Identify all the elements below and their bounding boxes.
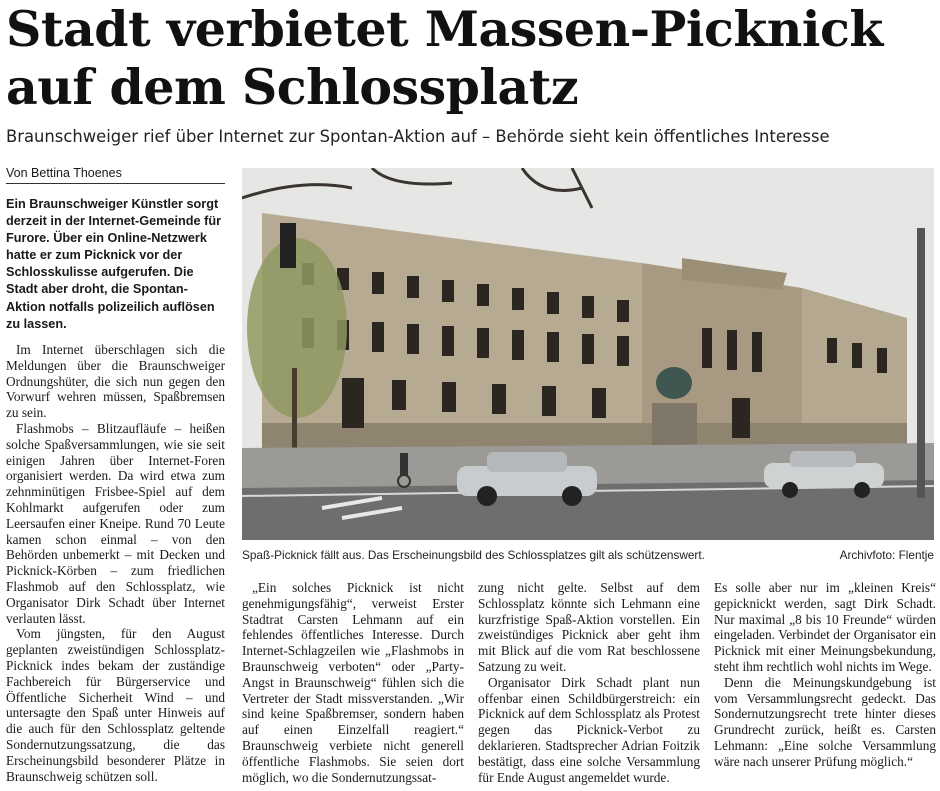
photo-caption: Spaß-Picknick fällt aus. Das Erscheinungsbild des Schlossplatzes gilt als schützenswert. xyxy=(242,548,705,562)
body-paragraph: zung nicht gelte. Selbst auf dem Schlossplatz könnte sich Lehmann eine kurzfristige Spaß-Aktion vorstellen. Ein zweistündiges Picknick aber geht ihm mit Blick auf die vom Rat beschlossene Satzung zu weit. xyxy=(478,580,700,674)
text-column-3 xyxy=(478,580,700,785)
text-column-1 xyxy=(6,342,225,784)
body-paragraph: „Ein solches Picknick ist nicht genehmigungsfähig“, verweist Erster Stadtrat Carsten Lehmann auf ein fehlendes öffentliches Interesse. Durch Internet-Schlagzeilen wie „Flashmobs in Braunschweig verboten“ oder „Party-Angst in Braunschweig“ fühlen sich die Vertreter der Stadt missverstanden. „Wir sind keine Spaßbremser, sondern haben auf einen Einzelfall reagiert.“ Braunschweig verbiete nicht generell öffentliche Flashmobs. Sie seien dort möglich, wo die Sondernutzungssat- xyxy=(242,580,464,785)
body-paragraph: Denn die Meinungskundgebung ist vom Versammlungsrecht gedeckt. Das Sondernutzungsrecht trete hinter dieses Grundrecht zurück, heißt es. Carsten Lehmann: „Eine solche Versammlung wäre nach unserer Prüfung möglich.“ xyxy=(714,674,936,769)
body-paragraph: Flashmobs – Blitzaufläufe – heißen solche Spaßversammlungen, wie sie seit einigen Jahren über Internet-Foren organisiert werden. Da wird etwa zum zehnminütigen Frisbee-Spiel auf dem Kohlmarkt aufgerufen oder zum Leersaufen einer Kneipe. Rund 70 Leute kamen schon einmal – von den Behörden unbemerkt – mit Decken und Picknick-Körben – zum friedlichen Flashmob auf den Schlossplatz, wie Organisator Dirk Schadt über Internet verlauten lässt. xyxy=(6,420,225,626)
text-column-2 xyxy=(242,580,464,785)
subheadline: Braunschweiger rief über Internet zur Spontan-Aktion auf – Behörde sieht kein öffentliches Interesse xyxy=(6,127,830,146)
body-paragraph: Im Internet überschlagen sich die Meldungen über die Braunschweiger Ordnungshüter, die sich nun gegen den Vorwurf wehren müssen, Spaßbremsen zu sein. xyxy=(6,342,225,421)
body-paragraph: Es solle aber nur im „kleinen Kreis“ gepicknickt werden, sagt Dirk Schadt. Nur maximal „8 bis 10 Freunde“ würden eingeladen. Verbindet der Organisator ein Picknick mit einer Meinungsbekundung, steht ihm rechtlich wohl nichts im Wege. xyxy=(714,580,936,674)
schloss-photo xyxy=(242,168,934,540)
text-column-4 xyxy=(714,580,936,770)
byline: Von Bettina Thoenes xyxy=(6,165,225,184)
body-paragraph: Vom jüngsten, für den August geplanten zweistündigen Schlossplatz-Picknick indes bekam der zuständige Fachbereich für Bürgerservice und Öffentliche Sicherheit Wind – und untersagte den Spaß unter Hinweis auf die auch für den Schlossplatz geltende Sondernutzungssatzung, die das Erscheinungsbild besonderer Plätze in Braunschweig schützen soll. xyxy=(6,626,225,784)
lead-paragraph: Ein Braunschweiger Künstler sorgt derzeit in der Internet-Gemeinde für Furore. Über ein Online-Netzwerk hatte er zum Picknick vor der Schlosskulisse aufgerufen. Die Stadt aber droht, die Spontan-Aktion notfalls polizeilich auflösen zu lassen. xyxy=(6,197,222,331)
photo-caption-bar xyxy=(242,547,934,563)
headline: Stadt verbietet Massen-Picknick auf dem Schlossplatz xyxy=(6,0,883,116)
body-paragraph: Organisator Dirk Schadt plant nun offenbar einen Schildbürgerstreich: ein Picknick auf dem Schlossplatz als Protest gegen das Picknick-Verbot zu deklarieren. Stadtsprecher Adrian Foitzik bestätigt, dass eine solche Versammlung für Ende August angemeldet wurde. xyxy=(478,674,700,785)
palace-square-image xyxy=(242,168,934,540)
photo-credit: Archivfoto: Flentje xyxy=(839,548,934,562)
